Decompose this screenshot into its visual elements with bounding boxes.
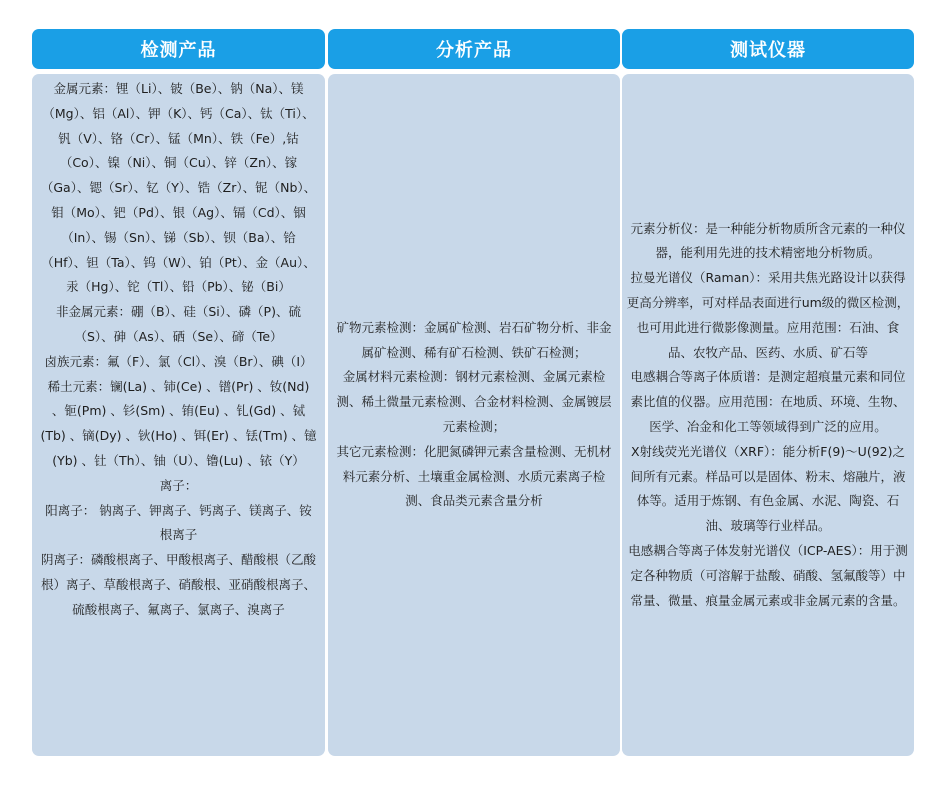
icp-ms-text: 电感耦合等离子体质谱：是测定超痕量元素和同位素比值的仪器。应用范围：在地质、环境、生物、医学、冶金和化工等领域得到广泛的应用。 (630, 369, 906, 434)
mineral-testing-text: 矿物元素检测：金属矿检测、岩石矿物分析、非金属矿检测、稀有矿石检测、铁矿石检测； (336, 319, 612, 360)
ions-heading: 离子： (159, 477, 198, 493)
icp-aes-text: 电感耦合等离子体发射光谱仪（ICP-AES）：用于测定各种物质（可溶解于盐酸、硝酸、氢氟酸等）中常量、微量、痕量金属元素或非金属元素的含量。 (628, 542, 908, 608)
element-analyzer-text: 元素分析仪：是一种能分析物质所含元素的一种仪器，能利用先进的技术精密地分析物质。 (630, 220, 906, 261)
column-detection-products (32, 29, 325, 617)
anions-text: 阴离子：磷酸根离子、甲酸根离子、醋酸根（乙酸根）离子、草酸根离子、硝酸根、亚硝酸根离子、硫酸根离子、氟离子、氯离子、溴离子 (40, 552, 316, 617)
column-header-detection-products: 检测产品 (32, 29, 325, 69)
column-header-test-instruments: 测试仪器 (622, 29, 914, 69)
column-body-analysis-products (328, 74, 620, 756)
column-analysis-products (328, 29, 620, 509)
column-body-test-instruments (622, 74, 914, 756)
metal-material-testing-text: 金属材料元素检测：钢材元素检测、金属元素检测、稀土微量元素检测、合金材料检测、金属镀层元素检测； (336, 369, 612, 434)
cations-text: 阳离子： 钠离子、钾离子、钙离子、镁离子、铵根离子 (45, 502, 312, 543)
column-header-analysis-products: 分析产品 (328, 29, 620, 69)
other-element-testing-text: 其它元素检测：化肥氮磷钾元素含量检测、无机材料元素分析、土壤重金属检测、水质元素离子检测、食品类元素含量分析 (336, 443, 612, 509)
rare-earth-elements-text: 稀土元素：镧(La) 、铈(Ce) 、镨(Pr) 、钕(Nd) 、钷(Pm) 、钐(Sm) 、铕(Eu) 、钆(Gd) 、铽(Tb) 、镝(Dy) 、钬(Ho) 、铒(Er) 、铥(Tm) 、镱(Yb) 、钍（Th）、铀（U）、镥(Lu) 、铱（Y） (40, 378, 317, 468)
column-test-instruments (622, 29, 914, 608)
halogen-elements-text: 卤族元素：氟（F）、氯（Cl）、溴（Br）、碘（I） (44, 353, 313, 369)
raman-spectrometer-text: 拉曼光谱仪（Raman）：采用共焦光路设计以获得更高分辨率，可对样品表面进行um级的微区检测，也可用此进行微影像测量。应用范围：石油、食品、农牧产品、医药、水质、矿石等 (626, 270, 910, 360)
column-body-detection-products (32, 74, 325, 756)
xrf-spectrometer-text: X射线荧光光谱仪（XRF）：能分析F(9)～U(92)之间所有元素。样品可以是固体、粉末、熔融片，液体等。适用于炼钢、有色金属、水泥、陶瓷、石油、玻璃等行业样品。 (630, 443, 906, 534)
nonmetal-elements-text: 非金属元素：硼（B）、硅（Si）、磷（P)、硫（S）、砷（As）、硒（Se）、碲（Te） (56, 304, 301, 344)
metal-elements-text: 金属元素：锂（Li）、铍（Be）、钠（Na）、镁（Mg）、铝（Al）、钾（K）、钙（Ca）、钛（Ti）、钒（V）、铬（Cr）、锰（Mn）、铁（Fe）,钴（Co）、镍（Ni）、铜（Cu）、锌（Zn）、镓（Ga）、锶（Sr）、钇（Y）、锆（Zr）、铌（Nb）、钼（Mo）、钯（Pd）、银（Ag）、镉（Cd）、铟（In）、锡（Sn）、锑（Sb）、钡（Ba）、铪（Hf）、钽（Ta）、钨（W）、铂（Pt）、金（Au）、汞（Hg）、铊（Tl）、铅（Pb）、铋（Bi） (40, 81, 317, 295)
